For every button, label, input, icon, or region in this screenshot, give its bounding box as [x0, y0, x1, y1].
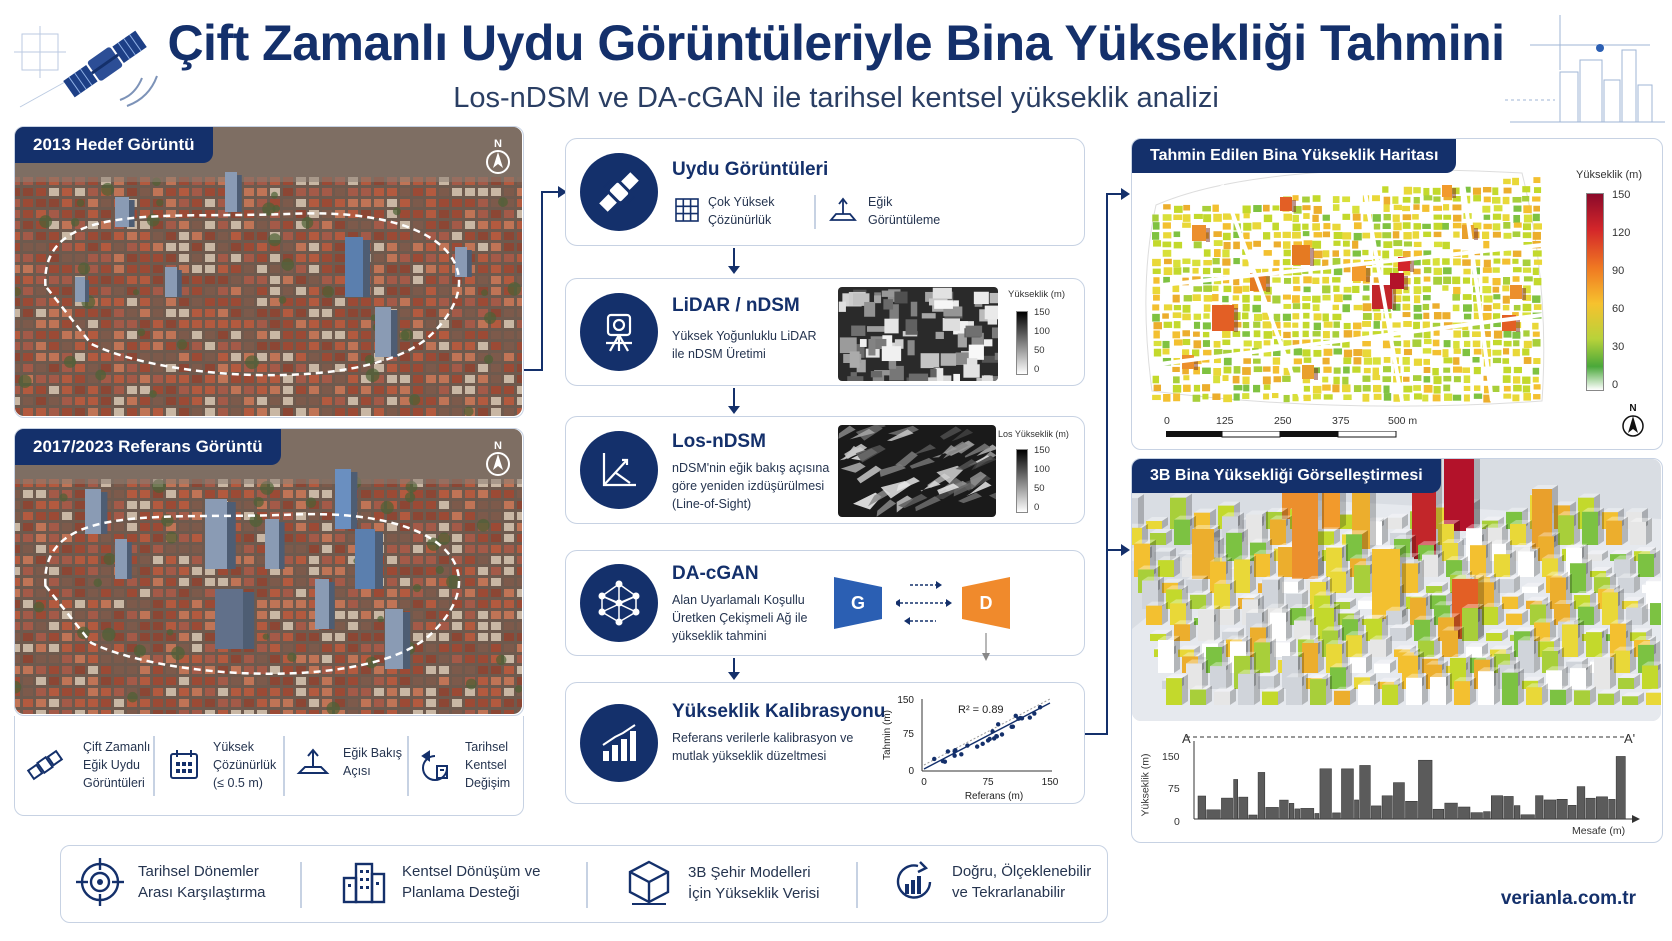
benefit-text: 3B Şehir Modelleri İçin Yükseklik Verisi: [688, 864, 820, 902]
profile-start-label: A: [1182, 731, 1191, 746]
target-icon: [76, 858, 124, 906]
svg-text:0: 0: [908, 766, 914, 777]
los-legend-title: Los Yükseklik (m): [998, 429, 1069, 439]
divider: [586, 862, 588, 908]
flow-arrow: [733, 388, 735, 408]
calibration-scatter-plot: [882, 691, 1082, 803]
feature-item: [419, 738, 529, 792]
feature-text: Çift Zamanlı Eğik Uydu Görüntüleri: [83, 740, 151, 790]
north-arrow-icon: [1618, 401, 1648, 441]
generator-block: [828, 573, 888, 633]
step-lidar-ndsm: [565, 278, 1085, 386]
step-title: Los-nDSM: [672, 431, 766, 452]
network-icon: [580, 564, 658, 642]
feature-item: [167, 738, 285, 792]
step-sub-resolution: Çok Yüksek Çözünürlük: [708, 195, 775, 227]
scale-tick: 0: [1164, 415, 1170, 427]
predicted-height-map: [1142, 165, 1552, 413]
aerial-photo-2013: [15, 127, 522, 416]
profile-ytick: 150: [1162, 751, 1180, 763]
feature-item: [295, 744, 403, 780]
divider: [814, 195, 816, 229]
ndsm-image: [838, 287, 998, 381]
svg-text:R² = 0.89: R² = 0.89: [958, 704, 1004, 716]
axes-icon: [580, 431, 658, 509]
benefit-text: Kentsel Dönüşüm ve Planlama Desteği: [402, 863, 541, 901]
los-ndsm-image: [838, 425, 996, 517]
svg-text:G: G: [850, 593, 866, 613]
feature-item: [25, 738, 163, 792]
oblique-view-icon: [295, 745, 331, 779]
profile-ytick: 75: [1168, 783, 1180, 795]
target-image-title: 2013 Hedef Görüntü: [15, 127, 213, 163]
scale-tick: 375: [1332, 415, 1350, 427]
feedback-arrow: [978, 633, 994, 663]
step-description: nDSM'nin eğik bakış açısına göre yeniden izdüşürülmesi (Line-of-Sight): [672, 461, 830, 511]
step-title: Yükseklik Kalibrasyonu: [672, 701, 886, 722]
svg-text:Tahmin (m): Tahmin (m): [882, 709, 893, 761]
lidar-icon: [580, 293, 658, 371]
3d-visualization-title: 3B Bina Yüksekliği Görselleştirmesi: [1132, 459, 1441, 493]
scale-tick: 500 m: [1388, 415, 1418, 427]
svg-text:75: 75: [982, 777, 994, 788]
svg-text:N: N: [494, 440, 502, 452]
svg-text:Referans (m): Referans (m): [964, 791, 1024, 802]
svg-text:N: N: [1629, 403, 1637, 414]
step-description: Yüksek Yoğunluklu LiDAR ile nDSM Üretimi: [672, 329, 817, 361]
flow-arrow: [733, 658, 735, 674]
benefit-item: [340, 858, 552, 906]
map-legend-tick: 30: [1612, 341, 1625, 353]
calendar-grid-icon: [167, 748, 201, 782]
reference-image-title: 2017/2023 Referans Görüntü: [15, 429, 281, 465]
los-tick: 0: [1034, 502, 1040, 513]
feature-text: Tarihsel Kentsel Değişim: [465, 740, 511, 790]
benefit-item: [76, 858, 268, 906]
map-legend-tick: 60: [1612, 303, 1625, 315]
divider: [856, 862, 858, 908]
map-legend-tick: 90: [1612, 265, 1625, 277]
step-da-cgan: [565, 550, 1085, 656]
benefit-item: [624, 858, 828, 908]
svg-text:D: D: [979, 593, 993, 613]
profile-ytick: 0: [1174, 816, 1180, 828]
step-description: Alan Uyarlamalı Koşullu Üretken Çekişmeli Ağ ile yükseklik tahmini: [672, 593, 808, 643]
city-icon: [340, 858, 388, 906]
page-title: Çift Zamanlı Uydu Görüntüleriyle Bina Yüksekliği Tahmini: [167, 15, 1505, 71]
height-color-bar: [1586, 193, 1604, 391]
flow-arrow: [733, 248, 735, 268]
height-map-panel: [1131, 138, 1663, 450]
benefit-text: Doğru, Ölçeklenebilir ve Tekrarlanabilir: [952, 863, 1092, 901]
ndsm-legend-title: Yükseklik (m): [1008, 289, 1066, 300]
bar-chart-icon: [580, 704, 658, 782]
divider: [300, 862, 302, 908]
north-arrow-icon: [483, 439, 513, 479]
3d-visualization-panel: [1131, 458, 1663, 843]
los-tick: 150: [1034, 445, 1050, 456]
grid-resolution-icon: [674, 197, 700, 223]
step-title: LiDAR / nDSM: [672, 295, 800, 316]
scale-tick: 250: [1274, 415, 1292, 427]
history-building-icon: [419, 748, 453, 782]
profile-xlabel: Mesafe (m): [1572, 825, 1626, 837]
map-legend-tick: 150: [1612, 189, 1631, 201]
svg-text:150: 150: [1041, 777, 1059, 788]
step-description: Referans verilerle kalibrasyon ve mutlak yükseklik düzeltmesi: [672, 731, 854, 763]
svg-text:150: 150: [897, 695, 914, 706]
los-tick: 100: [1034, 464, 1050, 475]
feature-text: Eğik Bakış Açısı: [343, 746, 403, 778]
profile-ylabel: Yükseklik (m): [1139, 753, 1152, 817]
page-subtitle: Los-nDSM ve DA-cGAN ile tarihsel kentsel yükseklik analizi: [453, 82, 1219, 114]
feature-text: Yüksek Çözünürlük (≤ 0.5 m): [213, 740, 277, 790]
growth-chart-icon: [890, 858, 938, 906]
scale-tick: 125: [1216, 415, 1234, 427]
connector-arrow: [1085, 186, 1131, 744]
map-legend-title: Yükseklik (m): [1576, 169, 1643, 181]
svg-text:N: N: [494, 138, 502, 150]
scale-bar: [1166, 431, 1422, 439]
svg-text:75: 75: [902, 729, 914, 740]
satellite-icon: [25, 745, 65, 785]
ndsm-tick: 50: [1034, 345, 1045, 356]
divider: [407, 736, 409, 796]
step-height-calibration: [565, 682, 1085, 804]
benefit-item: [890, 858, 1102, 906]
north-arrow-icon: [483, 137, 513, 177]
step-los-ndsm: [565, 416, 1085, 524]
profile-end-label: A': [1624, 731, 1636, 746]
3d-city-render: [1132, 459, 1661, 721]
height-profile-chart: [1184, 735, 1644, 825]
ndsm-grayscale-bar: [1016, 311, 1028, 375]
benefit-text: Tarihsel Dönemler Arası Karşılaştırma: [138, 863, 266, 901]
los-grayscale-bar: [1016, 449, 1028, 513]
svg-text:0: 0: [921, 777, 927, 788]
map-legend-tick: 0: [1612, 379, 1619, 391]
cube-icon: [624, 858, 674, 908]
step-title: Uydu Görüntüleri: [672, 159, 829, 180]
reference-image-panel: [14, 428, 524, 716]
discriminator-block: [956, 573, 1016, 633]
divider: [153, 736, 155, 796]
oblique-view-icon: [828, 195, 858, 225]
satellite-icon: [580, 153, 658, 231]
map-legend-tick: 120: [1612, 227, 1631, 239]
ndsm-tick: 150: [1034, 307, 1050, 318]
target-image-panel: [14, 126, 524, 418]
los-tick: 50: [1034, 483, 1045, 494]
step-title: DA-cGAN: [672, 563, 759, 584]
divider: [283, 736, 285, 796]
gan-arrows: [896, 577, 952, 629]
step-sub-oblique: Eğik Görüntüleme: [868, 195, 941, 227]
ndsm-tick: 0: [1034, 364, 1040, 375]
left-features-strip: [14, 716, 524, 816]
step-satellite-images: [565, 138, 1085, 246]
footer-url[interactable]: verianla.com.tr: [1500, 888, 1636, 909]
height-map-title: Tahmin Edilen Bina Yükseklik Haritası: [1132, 139, 1456, 173]
ndsm-tick: 100: [1034, 326, 1050, 337]
connector-arrow: [524, 180, 568, 380]
aerial-photo-2017-2023: [15, 429, 522, 714]
